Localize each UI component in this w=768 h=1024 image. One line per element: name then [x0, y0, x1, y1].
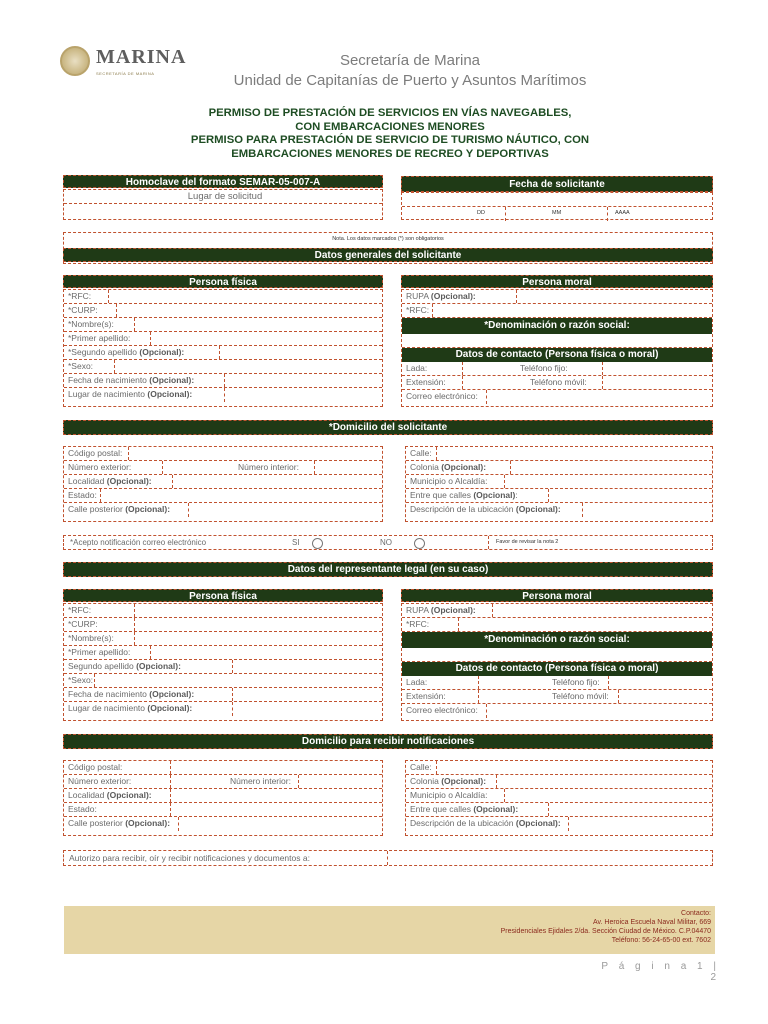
field-label: Descripción de la ubicación	[410, 504, 514, 514]
acepto-label: *Acepto notificación correo electrónico	[70, 538, 207, 547]
logo-title: MARINA	[96, 46, 187, 68]
field-label: Colonia	[410, 776, 439, 786]
optional-tag: (Opcional):	[149, 375, 195, 385]
seal-icon	[60, 46, 90, 76]
field-label: RUPA	[406, 605, 429, 615]
municipio-field[interactable]	[406, 475, 712, 489]
field-label: Municipio o Alcaldía:	[410, 790, 488, 800]
aaaa-label: AAAA	[615, 210, 630, 216]
field-label: *Nombre(s):	[68, 319, 114, 329]
notif-calle-posterior-field[interactable]	[64, 817, 382, 831]
field-label: Extensión:	[406, 691, 446, 701]
field-label: Entre que calles	[410, 804, 471, 814]
title-line: PERMISO PARA PRESTACIÓN DE SERVICIO DE TURISMO NÁUTICO, CON	[190, 134, 590, 146]
field-label: *Segundo apellido	[68, 347, 138, 357]
rfc-moral-field[interactable]	[402, 304, 712, 318]
fecha-input-row[interactable]	[402, 193, 712, 207]
title-line: CON EMBARCACIONES MENORES	[295, 120, 485, 133]
domicilio-notif-right	[405, 760, 713, 836]
rep-fecha-nacimiento-field[interactable]	[64, 688, 382, 702]
lada-telefono-row[interactable]	[402, 362, 712, 376]
field-label: Fecha de nacimiento	[68, 375, 147, 385]
nota-text: Nota. Los datos marcados (*) son obligatorios	[332, 236, 444, 242]
logo-subtitle: SECRETARÍA DE MARINA	[96, 71, 155, 76]
field-label: Lugar de nacimiento	[68, 389, 146, 399]
rep-correo-field[interactable]	[402, 704, 712, 718]
footer-line: Av. Heroica Escuela Naval Militar, 669	[592, 919, 711, 926]
field-label: Número interior:	[230, 776, 291, 786]
field-label: Localidad	[68, 790, 105, 800]
field-label: *Nombre(s):	[68, 633, 114, 643]
field-label: *Sexo:	[68, 675, 94, 685]
field-label: Extensión:	[406, 377, 446, 387]
header-line1: Secretaría de Marina	[339, 52, 481, 69]
rep-sexo-field[interactable]	[64, 674, 382, 688]
representante-header: Datos del representante legal (en su caso)	[63, 562, 713, 577]
curp-field[interactable]	[64, 304, 382, 318]
domicilio-notif-left	[63, 760, 383, 836]
rep-segundo-apellido-field[interactable]	[64, 660, 382, 674]
rep-denominacion-header: *Denominación o razón social:	[402, 632, 712, 648]
colonia-field[interactable]	[406, 461, 712, 475]
optional-tag: (Opcional):	[147, 703, 193, 713]
field-label: *RFC:	[406, 619, 430, 629]
field-label: Teléfono móvil:	[552, 691, 609, 701]
document-title	[140, 107, 640, 161]
field-label: Segundo apellido	[68, 661, 134, 671]
field-label: Teléfono fijo:	[520, 363, 568, 373]
rfc-field[interactable]	[64, 290, 382, 304]
cp-field[interactable]	[64, 447, 382, 461]
acepto-row	[63, 535, 713, 550]
calle-posterior-field[interactable]	[64, 503, 382, 517]
dd-label: DD	[477, 210, 485, 216]
optional-tag: (Opcional):	[441, 776, 487, 786]
rep-persona-fisica-header: Persona física	[63, 589, 383, 602]
optional-tag: (Opcional)	[473, 490, 516, 500]
domicilio-header: *Domicilio del solicitante	[63, 420, 713, 435]
persona-moral-header: Persona moral	[401, 275, 713, 288]
field-label: Número exterior:	[68, 462, 132, 472]
localidad-field[interactable]	[64, 475, 382, 489]
fecha-nacimiento-field[interactable]	[64, 374, 382, 388]
rep-rupa-field[interactable]	[402, 604, 712, 618]
field-label: Calle posterior	[68, 818, 123, 828]
field-label: *Sexo:	[68, 361, 94, 371]
segundo-apellido-field[interactable]	[64, 346, 382, 360]
rep-extension-movil-row[interactable]	[402, 690, 712, 704]
rep-denominacion-field[interactable]	[402, 648, 712, 662]
optional-tag: (Opcional):	[136, 661, 181, 671]
lugar-solicitud-box[interactable]	[63, 189, 383, 220]
lugar-solicitud-label: Lugar de solicitud	[64, 190, 382, 204]
field-label: Localidad	[68, 476, 105, 486]
persona-fisica-header: Persona física	[63, 275, 383, 288]
si-label: SI	[292, 538, 300, 547]
notif-cp-field[interactable]	[64, 761, 382, 775]
domicilio-left	[63, 446, 383, 522]
field-label: Correo electrónico:	[406, 705, 478, 715]
field-label: *RFC:	[68, 605, 92, 615]
header-line2: Unidad de Capitanías de Puerto y Asuntos Marítimos	[233, 72, 587, 89]
optional-tag: (Opcional):	[430, 291, 476, 301]
page-number: P á g i n a 1 | 2	[601, 961, 720, 983]
notif-estado-field[interactable]	[64, 803, 382, 817]
nota2-text: Favor de revisar la nota 2	[496, 539, 559, 545]
rep-curp-field[interactable]	[64, 618, 382, 632]
persona-moral-form	[401, 289, 713, 407]
field-label: *RFC:	[406, 305, 430, 315]
footer-line: Contacto:	[681, 910, 711, 917]
notif-colonia-field[interactable]	[406, 775, 712, 789]
optional-tag: (Opcional):	[139, 347, 185, 357]
rep-lugar-nacimiento-field[interactable]	[64, 702, 382, 716]
divider	[607, 207, 608, 221]
rep-rfc-field[interactable]	[64, 604, 382, 618]
denominacion-header: *Denominación o razón social:	[402, 318, 712, 334]
optional-tag: (Opcional):	[473, 804, 519, 814]
persona-fisica-form	[63, 289, 383, 407]
extension-movil-row[interactable]	[402, 376, 712, 390]
optional-tag: (Opcional):	[106, 790, 152, 800]
field-label: Descripción de la ubicación	[410, 818, 514, 828]
field-label: Número interior:	[238, 462, 299, 472]
marina-logo	[52, 38, 198, 90]
contacto-header: Datos de contacto (Persona física o moral)	[402, 348, 712, 362]
field-label: Colonia	[410, 462, 439, 472]
field-label: Código postal:	[68, 762, 123, 772]
optional-tag: (Opcional):	[430, 605, 476, 615]
field-label: Lada:	[406, 677, 428, 687]
optional-tag: (Opcional):	[441, 462, 487, 472]
notif-calle-field[interactable]	[406, 761, 712, 775]
nombre-field[interactable]	[64, 318, 382, 332]
rep-persona-moral-header: Persona moral	[401, 589, 713, 602]
field-label: Fecha de nacimiento	[68, 689, 147, 699]
notif-entre-calles-field[interactable]	[406, 803, 712, 817]
footer-line: Teléfono: 56-24-65-00 ext. 7602	[611, 937, 711, 944]
descripcion-field[interactable]	[406, 503, 712, 517]
domicilio-right	[405, 446, 713, 522]
rep-primer-apellido-field[interactable]	[64, 646, 382, 660]
correo-field[interactable]	[402, 390, 712, 404]
entre-calles-field[interactable]: Entre que calles (Opcional):	[406, 489, 712, 503]
field-label: Número exterior:	[68, 776, 132, 786]
divider	[505, 207, 506, 221]
title-line: PERMISO DE PRESTACIÓN DE SERVICIOS EN VÍAS NAVEGABLES,	[208, 107, 572, 119]
homoclave-header: Homoclave del formato SEMAR-05-007-A	[63, 175, 383, 188]
notif-localidad-field[interactable]	[64, 789, 382, 803]
field-label: Calle posterior	[68, 504, 123, 514]
primer-apellido-field[interactable]	[64, 332, 382, 346]
field-label: Código postal:	[68, 448, 123, 458]
field-label: Estado:	[68, 804, 97, 814]
notif-descripcion-field[interactable]	[406, 817, 712, 831]
rupa-field[interactable]	[402, 290, 712, 304]
optional-tag: (Opcional):	[515, 818, 561, 828]
notif-municipio-field[interactable]	[406, 789, 712, 803]
field-label: Teléfono fijo:	[552, 677, 600, 687]
divider	[387, 851, 388, 865]
rep-persona-moral-form	[401, 603, 713, 721]
field-label: Municipio o Alcaldía:	[410, 476, 488, 486]
field-label: *CURP:	[68, 305, 98, 315]
rep-rfc-moral-field[interactable]	[402, 618, 712, 632]
field-label: Calle:	[410, 762, 432, 772]
field-label: *CURP:	[68, 619, 98, 629]
no-radio[interactable]	[414, 538, 425, 549]
domicilio-notif-header: Domicilio para recibir notificaciones	[63, 734, 713, 749]
fecha-labels-row	[402, 207, 712, 221]
no-label: NO	[380, 538, 392, 547]
fecha-box[interactable]	[401, 192, 713, 220]
denominacion-field[interactable]	[402, 334, 712, 348]
optional-tag: (Opcional):	[147, 389, 193, 399]
optional-tag: (Opcional):	[515, 504, 561, 514]
fecha-header: Fecha de solicitante	[401, 176, 713, 192]
title-line: EMBARCACIONES MENORES DE RECREO Y DEPORTIVAS	[231, 147, 549, 160]
rep-nombre-field[interactable]	[64, 632, 382, 646]
estado-field[interactable]	[64, 489, 382, 503]
optional-tag: (Opcional):	[106, 476, 152, 486]
optional-tag: (Opcional):	[125, 818, 171, 828]
rep-lada-telefono-row[interactable]	[402, 676, 712, 690]
field-label: Lugar de nacimiento	[68, 703, 146, 713]
optional-tag: (Opcional):	[125, 504, 171, 514]
mm-label: MM	[552, 210, 562, 216]
field-label: Lada:	[406, 363, 428, 373]
calle-field[interactable]	[406, 447, 712, 461]
notif-numero-field[interactable]	[64, 775, 382, 789]
autorizo-label: Autorizo para recibir, oír y recibir notificaciones y documentos a:	[69, 853, 310, 863]
sexo-field[interactable]	[64, 360, 382, 374]
si-radio[interactable]	[312, 538, 323, 549]
lugar-nacimiento-field[interactable]	[64, 388, 382, 402]
field-label: Calle:	[410, 448, 432, 458]
field-label: *Primer apellido:	[68, 333, 131, 343]
field-label: Correo electrónico:	[406, 391, 478, 401]
field-label: Entre que calles	[410, 490, 471, 500]
footer-contact	[64, 906, 715, 954]
rep-contacto-header: Datos de contacto (Persona física o moral)	[402, 662, 712, 676]
rep-persona-fisica-form	[63, 603, 383, 721]
field-label: RUPA	[406, 291, 429, 301]
divider	[488, 536, 489, 549]
footer-line: Presidenciales Ejidales 2/da. Sección Ciudad de México. C.P.04470	[500, 928, 711, 935]
optional-tag: (Opcional):	[149, 689, 195, 699]
field-label: Estado:	[68, 490, 97, 500]
numero-field[interactable]	[64, 461, 382, 475]
field-label: *RFC:	[68, 291, 92, 301]
field-label: Teléfono móvil:	[530, 377, 587, 387]
datos-generales-header: Datos generales del solicitante	[63, 248, 713, 262]
field-label: *Primer apellido:	[68, 647, 131, 657]
autorizo-row[interactable]	[63, 850, 713, 866]
